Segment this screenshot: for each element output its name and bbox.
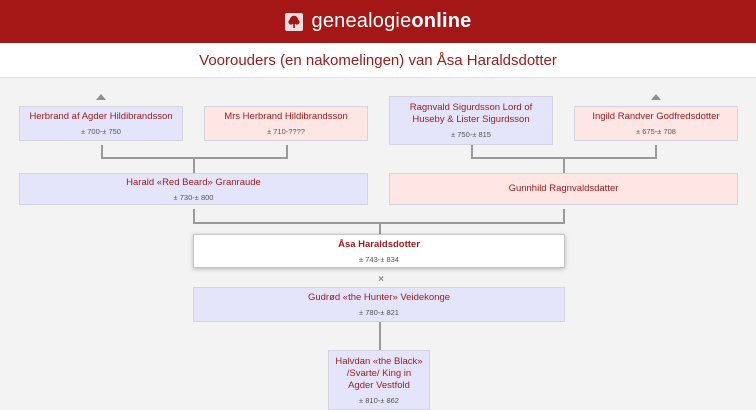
- person-dates: ± 810-± 862: [359, 395, 399, 405]
- person-name: Halvdan «the Black» /Svarte/ King in Agder Vestfold: [335, 355, 423, 391]
- parent-card[interactable]: [19, 173, 368, 205]
- person-name: Mrs Herbrand Hildibrandsson: [224, 111, 348, 122]
- connector-line: [471, 145, 473, 157]
- connector-line: [379, 224, 381, 234]
- connector-line: [286, 145, 288, 157]
- grandparent-card[interactable]: [204, 106, 368, 141]
- site-header: [0, 0, 756, 43]
- spouse-card[interactable]: [193, 287, 565, 322]
- person-name: Åsa Haraldsdotter: [338, 238, 420, 250]
- person-dates: ± 750-± 815: [451, 130, 491, 139]
- connector-line: [101, 145, 103, 157]
- person-dates: ± 675-± 708: [636, 127, 676, 136]
- grandparent-card[interactable]: [389, 96, 553, 145]
- cross-icon: ×: [378, 274, 384, 285]
- person-dates: ± 710-????: [267, 127, 305, 136]
- child-card[interactable]: [328, 350, 430, 410]
- connector-line: [563, 209, 565, 223]
- connector-line: [655, 145, 657, 157]
- person-name: Gudrød «the Hunter» Veidekonge: [307, 292, 451, 303]
- connector-line: [193, 159, 195, 173]
- grandparent-card[interactable]: [574, 106, 738, 141]
- connector-line: [379, 322, 381, 350]
- person-name: Herbrand af Agder Hildibrandsson: [29, 111, 173, 122]
- connector-line: [193, 209, 195, 223]
- page-title: Voorouders (en nakomelingen) van Åsa Haraldsdotter: [199, 51, 557, 69]
- arrow-up-icon[interactable]: [651, 94, 661, 100]
- brand-name: [312, 10, 472, 33]
- tree-icon: [285, 13, 303, 31]
- connector-line: [563, 159, 565, 173]
- person-dates: ± 700-± 750: [81, 127, 121, 136]
- person-dates: ± 730-± 800: [173, 192, 214, 202]
- site-logo[interactable]: [285, 10, 472, 33]
- brand-part1: genealogie: [311, 10, 412, 32]
- person-name: Ragnvald Sigurdsson Lord of Huseby & Lister Sigurdsson: [409, 102, 533, 125]
- pedigree-chart: [0, 78, 756, 405]
- parent-card[interactable]: [389, 173, 738, 205]
- person-name: Gunnhild Ragnvaldsdatter: [508, 183, 619, 194]
- person-name: Ingild Randver Godfredsdotter: [592, 111, 720, 122]
- focus-person-card[interactable]: [193, 234, 565, 268]
- person-dates: ± 743-± 834: [359, 254, 399, 264]
- grandparent-card[interactable]: [19, 106, 183, 141]
- arrow-up-icon[interactable]: [96, 94, 106, 100]
- person-dates: ± 780-± 821: [359, 308, 399, 317]
- person-name: Harald «Red Beard» Granraude: [126, 176, 261, 188]
- brand-part2: online: [411, 10, 472, 32]
- title-bar: [0, 43, 756, 78]
